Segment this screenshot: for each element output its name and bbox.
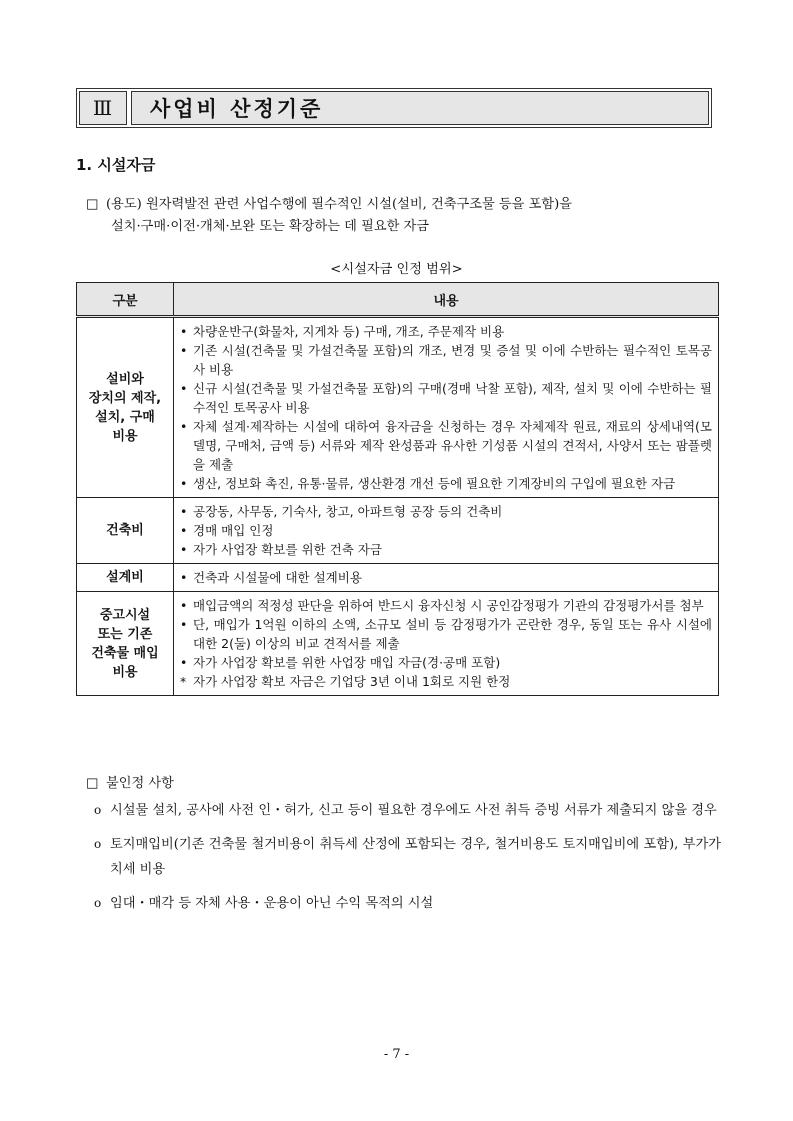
page-number: - 7 - xyxy=(383,1047,410,1062)
section-title: 1. 시설자금 xyxy=(76,156,156,174)
header-content: 내용 xyxy=(174,283,719,317)
list-item xyxy=(180,653,712,672)
category-line: 비용 xyxy=(112,664,138,680)
bullet-icon: • xyxy=(180,570,188,585)
list-item xyxy=(180,672,712,691)
item-text: 기존 시설(건축물 및 가설건축물 포함)의 개조, 변경 및 증설 및 이에 수반하는 필수적인 토목공사 비용 xyxy=(193,343,712,377)
purpose-line-2: 설치·구매·이전·개체·보완 또는 확장하는 데 필요한 자금 xyxy=(111,219,429,234)
bullet-icon: • xyxy=(180,381,188,396)
row-category xyxy=(77,498,174,564)
row-content xyxy=(174,498,719,564)
category-line: 중고시설 xyxy=(99,607,151,623)
circle-bullet-icon: o xyxy=(94,803,102,817)
list-item xyxy=(180,502,712,521)
table-row xyxy=(77,317,719,498)
table-row xyxy=(77,564,719,592)
list-item xyxy=(180,596,712,615)
header-category: 구분 xyxy=(77,283,174,317)
unrecognized-heading xyxy=(86,772,174,791)
bullet-icon: • xyxy=(180,598,188,613)
category-line: 건축비 xyxy=(106,523,144,538)
table-caption: <시설자금 인정 범위> xyxy=(330,262,463,277)
item-text: 시설물 설치, 공사에 사전 인・허가, 신고 등이 필요한 경우에도 사전 취득 증빙 서류가 제출되지 않을 경우 xyxy=(110,803,717,818)
list-item xyxy=(180,540,712,559)
unrecognized-title: 불인정 사항 xyxy=(106,776,174,791)
item-text: 매입금액의 적정성 판단을 위하여 반드시 융자신청 시 공인감정평가 기관의 감정평가서를 첨부 xyxy=(193,598,704,613)
bullet-icon: • xyxy=(180,504,188,519)
item-text: 신규 시설(건축물 및 가설건축물 포함)의 구매(경매 낙찰 포함), 제작, 설치 및 이에 수반하는 필수적인 토목공사 비용 xyxy=(193,381,712,415)
chapter-title: 사업비 산정기준 xyxy=(131,91,709,125)
row-content xyxy=(174,317,719,498)
item-text: 건축과 시설물에 대한 설계비용 xyxy=(193,570,362,585)
list-item xyxy=(180,521,712,540)
table-row xyxy=(77,592,719,696)
bullet-icon: • xyxy=(180,343,188,358)
table-row xyxy=(77,498,719,564)
list-item xyxy=(180,322,712,341)
category-line: 장치의 제작, xyxy=(88,390,162,406)
row-category xyxy=(77,317,174,498)
item-text: 자가 사업장 확보를 위한 건축 자금 xyxy=(193,542,382,557)
item-text: 생산, 정보화 촉진, 유통·물류, 생산환경 개선 등에 필요한 기계장비의 구입에 필요한 자금 xyxy=(193,476,676,491)
category-line: 설비와 xyxy=(106,371,144,387)
circle-bullet-icon: o xyxy=(94,896,102,910)
row-content xyxy=(174,592,719,696)
bullet-icon: • xyxy=(180,617,188,632)
item-text: 차량운반구(화물차, 지게차 등) 구매, 개조, 주문제작 비용 xyxy=(193,324,505,339)
list-item xyxy=(94,891,721,916)
asterisk-icon: * xyxy=(180,674,187,689)
row-category xyxy=(77,592,174,696)
item-text: 임대・매각 등 자체 사용・운용이 아닌 수익 목적의 시설 xyxy=(110,896,434,911)
bullet-icon: • xyxy=(180,419,188,434)
item-text: 자가 사업장 확보 자금은 기업당 3년 이내 1회로 지원 한정 xyxy=(193,674,511,689)
row-category xyxy=(77,564,174,592)
unrecognized-list xyxy=(94,798,721,925)
table-header-row xyxy=(77,283,719,317)
category-line: 건축물 매입 xyxy=(91,645,159,661)
list-item xyxy=(180,379,712,417)
item-text: 단, 매입가 1억원 이하의 소액, 소규모 설비 등 감정평가가 곤란한 경우, 동일 또는 유사 시설에 대한 2(둘) 이상의 비교 견적서를 제출 xyxy=(193,617,712,651)
category-line: 설치, 구매 xyxy=(95,409,155,425)
bullet-icon: • xyxy=(180,324,188,339)
item-text: 공장동, 사무동, 기숙사, 창고, 아파트형 공장 등의 건축비 xyxy=(193,504,503,519)
purpose-paragraph xyxy=(86,194,721,238)
purpose-line-1: (용도) 원자력발전 관련 사업수행에 필수적인 시설(설비, 건축구조물 등을 포함)을 xyxy=(106,197,572,212)
row-content xyxy=(174,564,719,592)
item-text: 자가 사업장 확보를 위한 사업장 매입 자금(경·공매 포함) xyxy=(193,655,501,670)
list-item xyxy=(180,474,712,493)
category-line: 설계비 xyxy=(106,570,144,585)
bullet-icon: • xyxy=(180,655,188,670)
list-item xyxy=(180,341,712,379)
list-item xyxy=(94,798,721,823)
facility-fund-scope-table xyxy=(76,282,719,696)
chapter-number: Ⅲ xyxy=(79,91,127,125)
list-item xyxy=(94,832,721,882)
chapter-header xyxy=(76,88,712,128)
category-line: 또는 기존 xyxy=(97,626,153,642)
list-item xyxy=(180,417,712,474)
item-text: 자체 설계·제작하는 시설에 대하여 융자금을 신청하는 경우 자체제작 원료, 재료의 상세내역(모델명, 구매처, 금액 등) 서류와 제작 완성품과 유사한 기성품 시설의 견적서, 사양서 또는 팜플렛을 제출 xyxy=(193,419,712,472)
checkbox-square-icon: □ xyxy=(86,776,99,791)
bullet-icon: • xyxy=(180,523,188,538)
checkbox-square-icon: □ xyxy=(86,197,99,212)
item-text: 경매 매입 인정 xyxy=(193,523,274,538)
category-line: 비용 xyxy=(112,428,138,444)
bullet-icon: • xyxy=(180,476,188,491)
list-item xyxy=(180,568,712,587)
bullet-icon: • xyxy=(180,542,188,557)
item-text: 토지매입비(기존 건축물 철거비용이 취득세 산정에 포함되는 경우, 철거비용도 토지매입비에 포함), 부가가치세 비용 xyxy=(110,837,721,877)
list-item xyxy=(180,615,712,653)
circle-bullet-icon: o xyxy=(94,837,102,851)
